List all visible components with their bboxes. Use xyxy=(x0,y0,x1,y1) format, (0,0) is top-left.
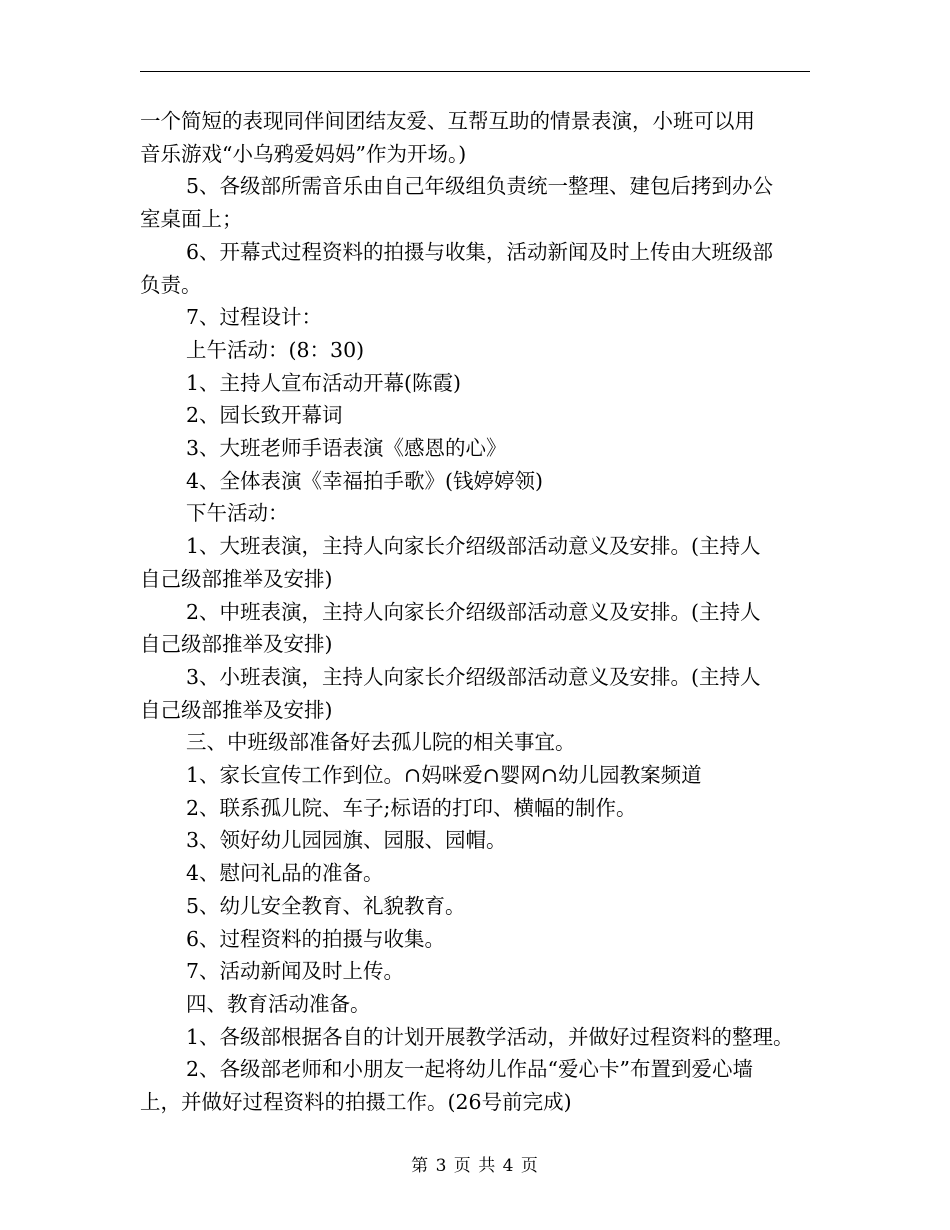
text-line: 下午活动： xyxy=(186,501,289,526)
text-line: 2、各级部老师和小朋友一起将幼儿作品“爱心卡”布置到爱心墙 xyxy=(186,1057,754,1082)
text-line: 2、园长致开幕词 xyxy=(186,403,343,428)
text-line: 1、家长宣传工作到位。∩妈咪爱∩婴网∩幼儿园教案频道 xyxy=(186,763,702,788)
section-heading: 四、教育活动准备。 xyxy=(186,991,371,1016)
text-line: 自己级部推举及安排) xyxy=(140,697,333,722)
text-line: 6、过程资料的拍摄与收集。 xyxy=(186,926,446,951)
text-line: 1、主持人宣布活动开幕(陈霞) xyxy=(186,370,462,395)
text-line: 负责。 xyxy=(140,272,202,297)
text-line: 2、联系孤儿院、车子;标语的打印、横幅的制作。 xyxy=(186,795,637,820)
text-line: 3、领好幼儿园园旗、园服、园帽。 xyxy=(186,828,507,853)
page-body xyxy=(140,105,812,1119)
text-line: 上，并做好过程资料的拍摄工作。(26号前完成) xyxy=(140,1090,572,1115)
text-line: 自己级部推举及安排) xyxy=(140,566,333,591)
text-line: 音乐游戏“小乌鸦爱妈妈”作为开场。) xyxy=(140,141,467,166)
text-line: 2、中班表演，主持人向家长介绍级部活动意义及安排。(主持人 xyxy=(186,599,761,624)
text-line: 5、幼儿安全教育、礼貌教育。 xyxy=(186,893,466,918)
text-line: 5、各级部所需音乐由自己年级组负责统一整理、建包后拷到办公 xyxy=(186,174,774,199)
text-line: 3、大班老师手语表演《感恩的心》 xyxy=(186,436,507,461)
text-line: 一个简短的表现同伴间团结友爱、互帮互助的情景表演，小班可以用 xyxy=(140,109,755,133)
text-line: 自己级部推举及安排) xyxy=(140,632,333,657)
text-line: 7、活动新闻及时上传。 xyxy=(186,959,405,984)
text-line: 3、小班表演，主持人向家长介绍级部活动意义及安排。(主持人 xyxy=(186,664,761,689)
page-footer: 第 3 页 共 4 页 xyxy=(411,1156,539,1176)
text-line: 室桌面上； xyxy=(140,207,243,232)
text-line: 4、全体表演《幸福拍手歌》(钱婷婷领) xyxy=(186,468,544,493)
text-line: 7、过程设计： xyxy=(186,305,323,330)
text-line: 1、各级部根据各自的计划开展教学活动，并做好过程资料的整理。 xyxy=(186,1024,794,1049)
section-heading: 三、中班级部准备好去孤儿院的相关事宜。 xyxy=(186,730,576,755)
text-line: 6、开幕式过程资料的拍摄与收集，活动新闻及时上传由大班级部 xyxy=(186,239,774,264)
text-line: 4、慰问礼品的准备。 xyxy=(186,861,384,886)
text-line: 1、大班表演，主持人向家长介绍级部活动意义及安排。(主持人 xyxy=(186,534,761,559)
header-rule xyxy=(140,71,810,72)
text-line: 上午活动：(8：30) xyxy=(186,337,365,362)
